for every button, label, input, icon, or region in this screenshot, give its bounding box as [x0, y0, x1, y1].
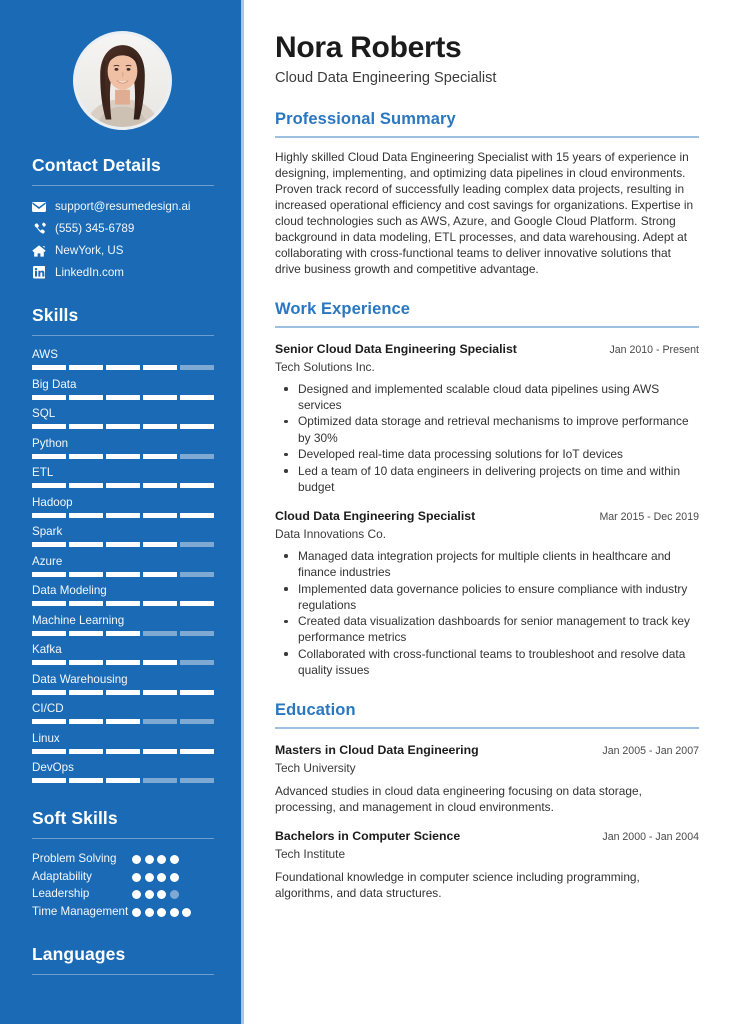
- skills-list: [32, 348, 214, 783]
- work-entries: [275, 341, 699, 678]
- education-entry-description: Advanced studies in cloud data engineering focusing on data storage, processing, and management in cloud environments.: [275, 783, 642, 814]
- skill-level-bar: [32, 778, 214, 783]
- skill-bar-segment: [106, 778, 140, 783]
- contact-linkedin-text: LinkedIn.com: [55, 265, 124, 279]
- skills-section: [32, 305, 214, 783]
- page-title: Nora Roberts: [275, 31, 462, 64]
- skill-level-bar: [32, 454, 214, 459]
- skills-divider: [32, 335, 214, 336]
- work-experience-section: [275, 300, 699, 678]
- contact-heading: Contact Details: [32, 155, 161, 175]
- skill-item: [32, 525, 214, 547]
- rating-dot: [132, 890, 141, 899]
- skill-bar-segment: [180, 542, 214, 547]
- soft-skills-heading: Soft Skills: [32, 808, 118, 828]
- skill-item: [32, 407, 214, 429]
- skill-bar-segment: [143, 601, 177, 606]
- contact-divider: [32, 185, 214, 186]
- work-entry-date: Mar 2015 - Dec 2019: [599, 510, 699, 523]
- rating-dot: [157, 890, 166, 899]
- list-item: Collaborated with cross-functional teams to troubleshoot and resolve data quality issues: [275, 646, 699, 678]
- soft-skill-item: [32, 904, 214, 920]
- skill-bar-segment: [106, 631, 140, 636]
- phone-icon: [32, 222, 46, 236]
- skill-bar-segment: [143, 483, 177, 488]
- soft-skill-label: Time Management: [32, 904, 129, 918]
- rating-dot: [132, 855, 141, 864]
- skill-bar-segment: [143, 749, 177, 754]
- skill-label: Python: [32, 436, 69, 450]
- skill-label: ETL: [32, 466, 54, 479]
- education-entry-date: Jan 2005 - Jan 2007: [602, 744, 699, 757]
- rating-dot: [157, 873, 166, 882]
- rating-dot: [170, 890, 179, 899]
- work-entry: [275, 341, 699, 495]
- skill-bar-segment: [106, 601, 140, 606]
- education-entry: [275, 742, 699, 815]
- education-entries: [275, 742, 699, 901]
- skill-level-bar: [32, 690, 214, 695]
- languages-divider: [32, 974, 214, 975]
- education-entry-header: [275, 742, 699, 759]
- skills-heading: Skills: [32, 305, 79, 325]
- contact-item-phone[interactable]: [32, 221, 214, 236]
- skill-level-bar: [32, 631, 214, 636]
- education-entry-date: Jan 2000 - Jan 2004: [602, 830, 699, 843]
- soft-skill-rating-dots: [132, 886, 196, 899]
- job-role-subtitle: Cloud Data Engineering Specialist: [275, 70, 497, 86]
- skill-bar-segment: [106, 719, 140, 724]
- skill-bar-segment: [106, 424, 140, 429]
- education-entry-school: Tech University: [275, 760, 356, 775]
- skill-item: [32, 555, 214, 577]
- skill-bar-segment: [69, 513, 103, 518]
- skill-bar-segment: [69, 454, 103, 459]
- skill-bar-segment: [180, 660, 214, 665]
- skill-bar-segment: [32, 513, 66, 518]
- skill-bar-segment: [106, 395, 140, 400]
- soft-skills-divider: [32, 838, 214, 839]
- education-entry-description: Foundational knowledge in computer science including programming, algorithms, and data structures.: [275, 869, 640, 900]
- list-item: Optimized data storage and retrieval mechanisms to improve performance by 30%: [275, 413, 699, 445]
- skill-bar-segment: [180, 719, 214, 724]
- work-entry-company: Tech Solutions Inc.: [275, 359, 375, 374]
- skill-bar-segment: [180, 572, 214, 577]
- skill-bar-segment: [143, 631, 177, 636]
- skill-item: [32, 614, 214, 636]
- skill-bar-segment: [69, 395, 103, 400]
- linkedin-icon: [32, 266, 46, 280]
- skill-bar-segment: [69, 365, 103, 370]
- soft-skill-rating-dots: [132, 904, 196, 917]
- envelope-icon: [32, 200, 46, 214]
- skill-level-bar: [32, 660, 214, 665]
- skill-bar-segment: [69, 483, 103, 488]
- rating-dot: [157, 908, 166, 917]
- work-entry-title: Cloud Data Engineering Specialist: [275, 508, 476, 523]
- skill-bar-segment: [106, 572, 140, 577]
- list-item: Led a team of 10 data engineers in delivering projects on time and within budget: [275, 463, 699, 495]
- contact-email-text: support@resumedesign.ai: [55, 199, 191, 213]
- skill-label: Linux: [32, 731, 60, 745]
- skill-item: [32, 348, 214, 370]
- soft-skill-label: Adaptability: [32, 869, 92, 883]
- contact-list: [32, 199, 214, 280]
- skill-bar-segment: [106, 690, 140, 695]
- skill-label: DevOps: [32, 761, 74, 774]
- contact-item-email[interactable]: [32, 199, 214, 214]
- skill-bar-segment: [106, 483, 140, 488]
- rating-dot: [170, 908, 179, 917]
- skill-level-bar: [32, 601, 214, 606]
- skill-label: CI/CD: [32, 702, 64, 715]
- skill-bar-segment: [106, 660, 140, 665]
- skill-level-bar: [32, 572, 214, 577]
- skill-bar-segment: [143, 660, 177, 665]
- skill-bar-segment: [69, 660, 103, 665]
- list-item: Designed and implemented scalable cloud data pipelines using AWS services: [275, 381, 699, 413]
- skill-bar-segment: [106, 542, 140, 547]
- soft-skill-label: Leadership: [32, 887, 90, 900]
- work-entry-header: [275, 508, 699, 525]
- skill-bar-segment: [180, 365, 214, 370]
- contact-phone-text: (555) 345-6789: [55, 221, 135, 235]
- skill-bar-segment: [180, 631, 214, 636]
- education-divider: [275, 727, 699, 729]
- skill-bar-segment: [106, 454, 140, 459]
- summary-heading: Professional Summary: [275, 110, 456, 128]
- skill-level-bar: [32, 542, 214, 547]
- skill-label: Spark: [32, 525, 63, 538]
- skill-label: Azure: [32, 554, 63, 568]
- skill-bar-segment: [180, 395, 214, 400]
- skill-label: Data Modeling: [32, 584, 107, 597]
- skill-bar-segment: [69, 690, 103, 695]
- skill-bar-segment: [180, 483, 214, 488]
- rating-dot: [132, 873, 141, 882]
- skill-bar-segment: [143, 424, 177, 429]
- skill-bar-segment: [143, 513, 177, 518]
- skill-item: [32, 732, 214, 754]
- soft-skill-item: [32, 886, 214, 902]
- skill-bar-segment: [32, 778, 66, 783]
- skill-level-bar: [32, 719, 214, 724]
- skill-bar-segment: [106, 365, 140, 370]
- skill-bar-segment: [32, 660, 66, 665]
- skill-item: [32, 437, 214, 459]
- skill-bar-segment: [143, 572, 177, 577]
- soft-skill-rating-dots: [132, 869, 196, 882]
- work-entry-bullets: [275, 381, 699, 495]
- soft-skills-list: [32, 851, 214, 919]
- skill-bar-segment: [32, 542, 66, 547]
- professional-summary-section: [275, 110, 699, 277]
- skill-level-bar: [32, 513, 214, 518]
- languages-section: [32, 944, 214, 975]
- soft-skill-label: Problem Solving: [32, 852, 117, 865]
- soft-skill-rating-dots: [132, 851, 196, 864]
- list-item: Implemented data governance policies to ensure compliance with industry regulations: [275, 581, 699, 613]
- skill-label: Big Data: [32, 377, 77, 391]
- education-entry: [275, 828, 699, 901]
- rating-dot: [145, 873, 154, 882]
- summary-text: Highly skilled Cloud Data Engineering Specialist with 15 years of experience in designing, implementing, and optimizing data pipelines in cloud environments. Proven track record of successfully leading complex data projects, resulting in increased operational efficiency and cost savings for organizations. Expertise in cloud technologies such as AWS, Azure, and Google Cloud Platform. Strong background in data modeling, ETL processes, and data warehousing. Adept at collaborating with cross-functional teams to deliver innovative solutions that drive business growth and competitive advantage.: [275, 149, 694, 277]
- skill-bar-segment: [69, 601, 103, 606]
- work-entry-date: Jan 2010 - Present: [609, 343, 699, 356]
- skill-bar-segment: [32, 572, 66, 577]
- list-item: Created data visualization dashboards for senior management to track key performance metrics: [275, 613, 699, 645]
- skill-bar-segment: [69, 542, 103, 547]
- skill-item: [32, 496, 214, 518]
- languages-heading: Languages: [32, 944, 126, 964]
- skill-bar-segment: [106, 513, 140, 518]
- soft-skill-item: [32, 851, 214, 867]
- contact-section: [32, 155, 214, 280]
- skill-bar-segment: [180, 601, 214, 606]
- skill-level-bar: [32, 749, 214, 754]
- skill-bar-segment: [69, 719, 103, 724]
- skill-level-bar: [32, 365, 214, 370]
- list-item: Developed real-time data processing solutions for IoT devices: [275, 446, 699, 462]
- rating-dot: [170, 873, 179, 882]
- rating-dot: [145, 855, 154, 864]
- skill-bar-segment: [180, 749, 214, 754]
- education-entry-degree: Masters in Cloud Data Engineering: [275, 742, 479, 757]
- work-entry-bullets: [275, 548, 699, 678]
- skill-item: [32, 673, 214, 695]
- skill-bar-segment: [143, 778, 177, 783]
- skill-item: [32, 466, 214, 488]
- skill-bar-segment: [143, 542, 177, 547]
- skill-bar-segment: [106, 749, 140, 754]
- list-item: Managed data integration projects for multiple clients in healthcare and finance industries: [275, 548, 699, 580]
- contact-item-location[interactable]: [32, 243, 214, 258]
- skill-bar-segment: [32, 483, 66, 488]
- work-divider: [275, 326, 699, 328]
- summary-divider: [275, 136, 699, 138]
- skill-bar-segment: [69, 424, 103, 429]
- skill-label: Machine Learning: [32, 613, 125, 627]
- soft-skill-item: [32, 869, 214, 885]
- rating-dot: [170, 855, 179, 864]
- skill-bar-segment: [32, 601, 66, 606]
- skill-bar-segment: [69, 749, 103, 754]
- rating-dot: [132, 908, 141, 917]
- sidebar: [0, 0, 244, 1024]
- skill-bar-segment: [32, 719, 66, 724]
- skill-label: Data Warehousing: [32, 672, 128, 686]
- skill-label: AWS: [32, 348, 58, 361]
- skill-bar-segment: [180, 454, 214, 459]
- skill-level-bar: [32, 395, 214, 400]
- work-heading: Work Experience: [275, 300, 411, 319]
- skill-bar-segment: [32, 424, 66, 429]
- work-entry-header: [275, 341, 699, 358]
- skill-item: [32, 702, 214, 724]
- skill-level-bar: [32, 483, 214, 488]
- rating-dot: [182, 908, 191, 917]
- rating-dot: [145, 890, 154, 899]
- education-section: [275, 701, 699, 901]
- skill-bar-segment: [180, 778, 214, 783]
- work-entry: [275, 508, 699, 678]
- education-entry-school: Tech Institute: [275, 846, 346, 861]
- rating-dot: [157, 855, 166, 864]
- skill-bar-segment: [32, 454, 66, 459]
- contact-location-text: NewYork, US: [55, 243, 124, 257]
- sidebar-content: [0, 155, 244, 975]
- rating-dot: [145, 908, 154, 917]
- contact-item-linkedin[interactable]: [32, 265, 214, 280]
- skill-bar-segment: [32, 395, 66, 400]
- skill-bar-segment: [143, 365, 177, 370]
- skill-bar-segment: [143, 719, 177, 724]
- skill-item: [32, 761, 214, 783]
- education-entry-header: [275, 828, 699, 845]
- soft-skills-section: [32, 808, 214, 919]
- skill-item: [32, 378, 214, 400]
- avatar: [73, 31, 172, 130]
- home-icon: [32, 244, 46, 258]
- skill-bar-segment: [32, 365, 66, 370]
- skill-bar-segment: [69, 572, 103, 577]
- work-entry-company: Data Innovations Co.: [275, 526, 387, 541]
- skill-bar-segment: [32, 690, 66, 695]
- skill-bar-segment: [69, 778, 103, 783]
- work-entry-title: Senior Cloud Data Engineering Specialist: [275, 341, 517, 356]
- skill-item: [32, 643, 214, 665]
- skill-label: Hadoop: [32, 495, 73, 509]
- skill-label: SQL: [32, 407, 56, 420]
- skill-bar-segment: [69, 631, 103, 636]
- skill-bar-segment: [180, 513, 214, 518]
- skill-level-bar: [32, 424, 214, 429]
- education-entry-degree: Bachelors in Computer Science: [275, 828, 461, 843]
- skill-bar-segment: [143, 395, 177, 400]
- skill-bar-segment: [143, 454, 177, 459]
- avatar-container: [0, 0, 244, 130]
- profile-photo-illustration: [76, 34, 169, 127]
- skill-item: [32, 584, 214, 606]
- skill-label: Kafka: [32, 643, 62, 656]
- skill-bar-segment: [180, 690, 214, 695]
- skill-bar-segment: [32, 749, 66, 754]
- skill-bar-segment: [180, 424, 214, 429]
- skill-bar-segment: [143, 690, 177, 695]
- education-heading: Education: [275, 701, 356, 720]
- skill-bar-segment: [32, 631, 66, 636]
- main-column: [244, 0, 730, 1024]
